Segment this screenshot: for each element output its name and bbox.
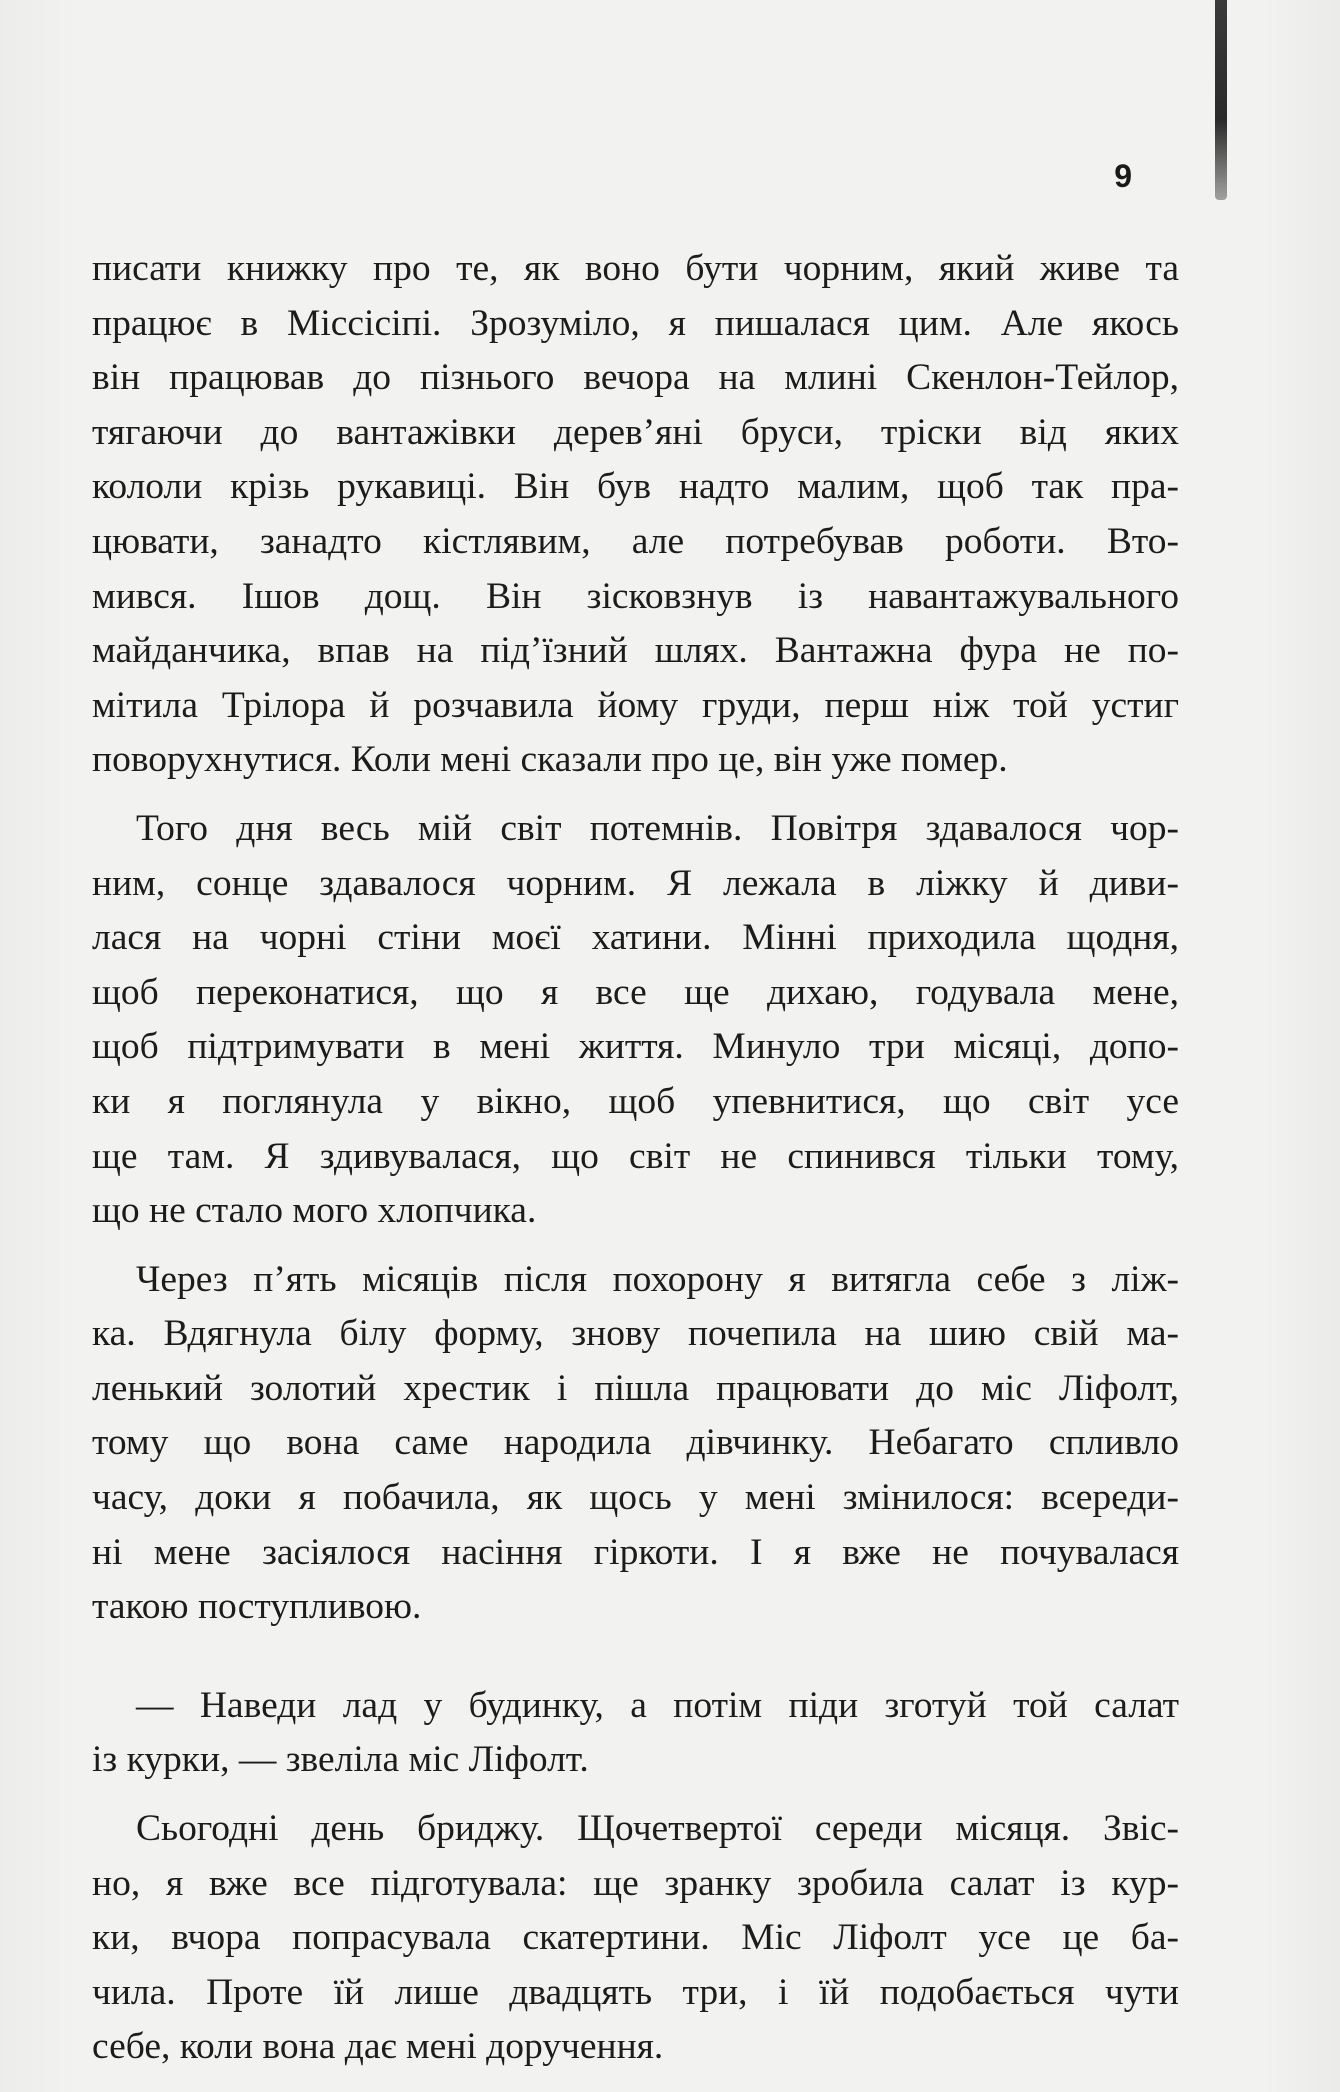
text-line: мився. Ішов дощ. Він зісковзнув із навантажувального [92,575,1179,617]
paragraph-2 [92,802,1179,1239]
text-line: тягаючи до вантажівки дерев’яні бруси, тріски від яких [92,411,1179,453]
text-line: чила. Проте їй лише двадцять три, і їй подобається чути [92,1971,1179,2013]
text-line: лася на чорні стіни моєї хатини. Мінні приходила щодня, [92,917,1179,959]
body-text [92,242,1179,2075]
text-line: часу, доки я побачила, як щось у мені змінилося: всереди- [92,1477,1179,1519]
text-line: писати книжку про те, як воно бути чорним, який живе та [92,248,1179,289]
paragraph-3 [92,1253,1179,1635]
text-line: ка. Вдягнула білу форму, знову почепила на шию свій ма- [92,1313,1179,1355]
text-line: ленький золотий хрестик і пішла працювати до міс Ліфолт, [92,1367,1179,1409]
text-line: майданчика, впав на під’їзний шлях. Вантажна фура не по- [92,630,1179,672]
text-line: такою поступливою. [92,1586,422,1628]
text-line: він працював до пізнього вечора на млині Скенлон-Тейлор, [92,357,1179,399]
text-line: мітила Трілора й розчавила йому груди, перш ніж той устиг [92,684,1179,726]
text-line: ні мене засіялося насіння гіркоти. І я вже не почувалася [92,1531,1179,1573]
text-line: із курки, — звеліла міс Ліфолт. [92,1739,589,1781]
text-line: ним, сонце здавалося чорним. Я лежала в ліжку й диви- [92,862,1179,904]
text-line: цювати, занадто кістлявим, але потребував роботи. Вто- [92,520,1179,562]
text-line: Того дня весь мій світ потемнів. Повітря здавалося чор- [136,807,1179,849]
text-line: но, я вже все підготувала: ще зранку зробила салат із кур- [92,1862,1179,1904]
text-line: ки я поглянула у вікно, щоб упевнитися, що світ усе [92,1080,1179,1122]
text-line: поворухнутися. Коли мені сказали про це, він уже помер. [92,739,1008,781]
text-line: що не стало мого хлопчика. [92,1190,537,1232]
text-line: ще там. Я здивувалася, що світ не спинився тільки тому, [92,1135,1179,1177]
text-line: Сьогодні день бриджу. Щочетвертої середи місяця. Звіс- [136,1808,1179,1850]
text-line: себе, коли вона дає мені доручення. [92,2026,664,2068]
paragraph-4 [92,1679,1179,1788]
page-number: 9 [1114,158,1132,194]
text-line: Через п’ять місяців після похорону я витягла себе з ліж- [136,1258,1179,1300]
text-line: щоб підтримувати в мені життя. Минуло три місяці, допо- [92,1026,1179,1068]
text-line: — Наведи лад у будинку, а потім піди зготуй той салат [136,1684,1179,1726]
text-line: кололи крізь рукавиці. Він був надто малим, щоб так пра- [92,466,1179,508]
text-line: ки, вчора попрасувала скатертини. Міс Ліфолт усе це ба- [92,1917,1179,1959]
text-line: щоб переконатися, що я все ще дихаю, годувала мене, [92,971,1179,1013]
paragraph-5 [92,1802,1179,2075]
text-line: тому що вона саме народила дівчинку. Небагато спливло [92,1422,1179,1464]
text-line: працює в Міссісіпі. Зрозуміло, я пишалася цим. Але якось [92,302,1179,344]
book-spine-edge [1215,0,1227,200]
paragraph-1 [92,242,1179,788]
